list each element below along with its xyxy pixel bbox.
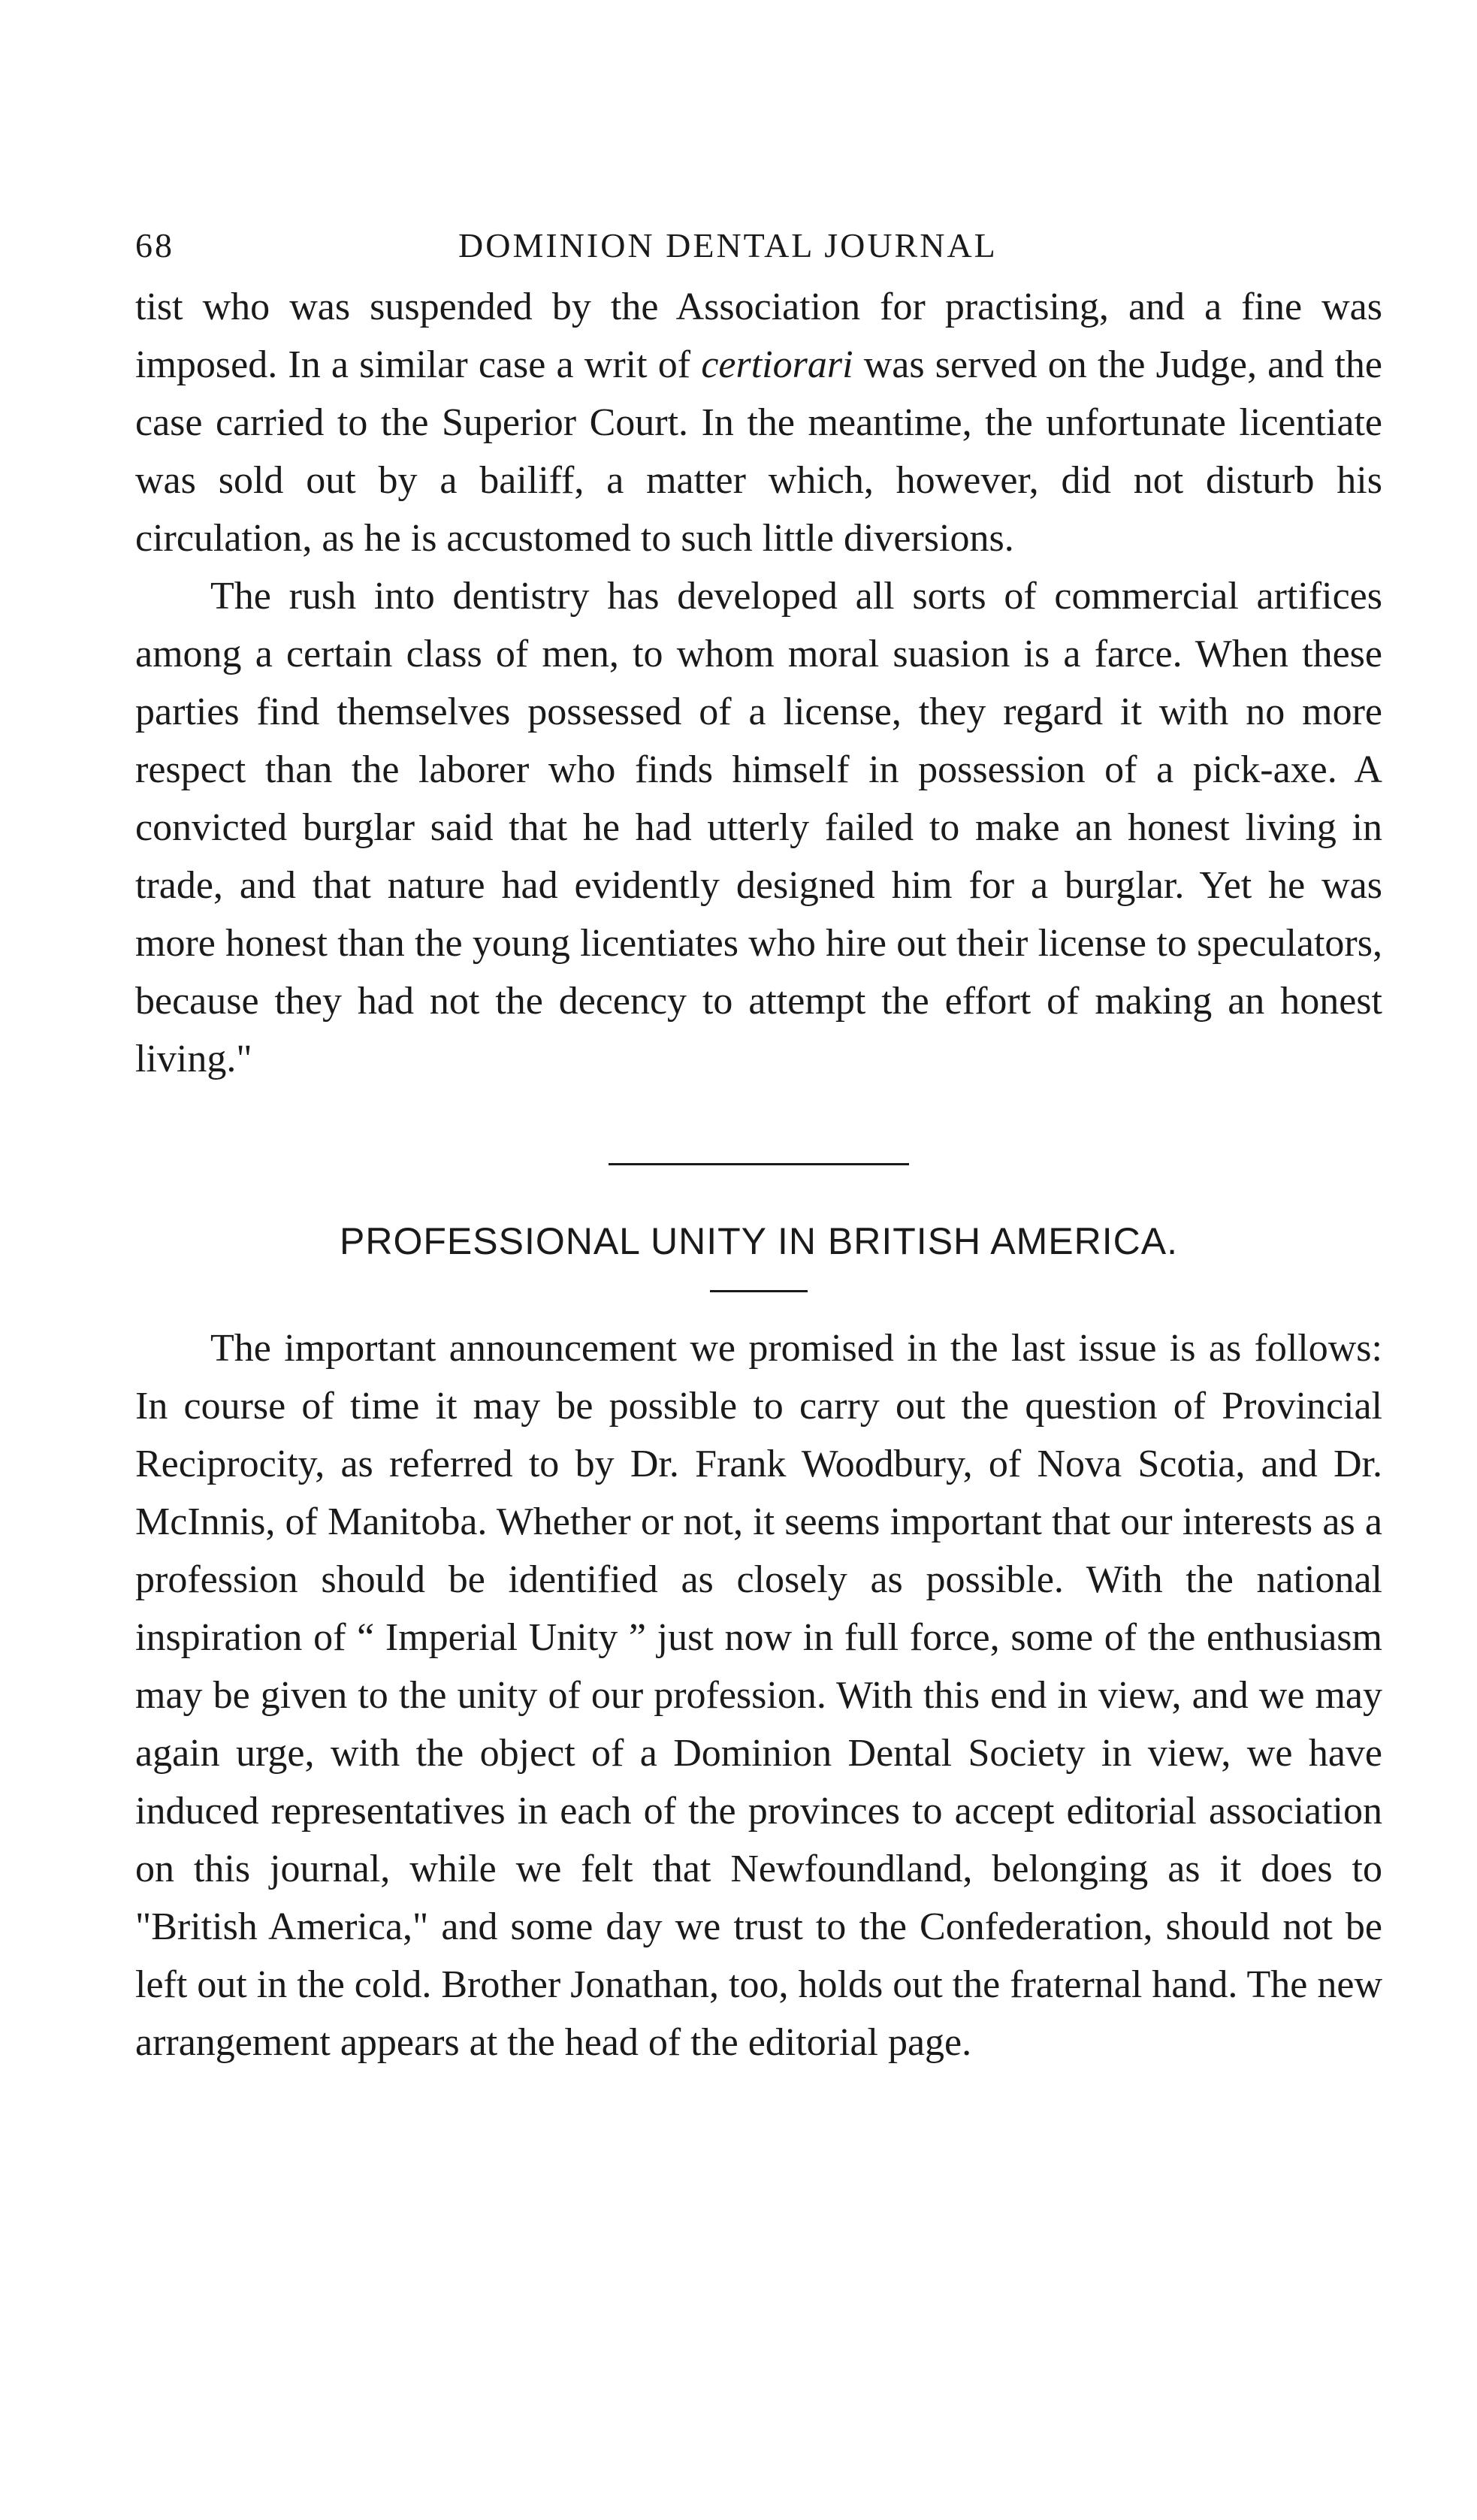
paragraph-text: was served on the Judge, and the case carried to the Superior Court. In the meantime, the unfortunate licentiate was sold out by a bailiff, a matter which, however, did not disturb his circulation, as he is accustomed to such little diversions. (135, 343, 1382, 560)
paragraph-commercial-artifices: The rush into dentistry has developed all sorts of commercial artifices among a certain class of men, to whom moral suasion is a farce. When these parties find themselves possessed of a license, they regard it with no more respect than the laborer who finds himself in possession of a pick-axe. A convicted burglar said that he had utterly failed to make an honest living in trade, and that nature had evidently designed him for a burglar. Yet he was more honest than the young licentiates who hire out their license to speculators, because they had not the decency to attempt the effort of making an honest living." (135, 575, 1382, 1080)
paragraph-continued (135, 278, 1382, 567)
journal-title: DOMINION DENTAL JOURNAL (458, 226, 998, 264)
section-body (135, 1319, 1382, 2071)
heading-underline (710, 1290, 808, 1292)
italic-term: certiorari (701, 343, 853, 386)
section-heading: PROFESSIONAL UNITY IN BRITISH AMERICA. (340, 1220, 1178, 1262)
journal-page (135, 225, 1382, 2071)
paragraph-text: tist who was suspended by the Association for practising, and a fine was imposed. In a similar case a writ of (135, 286, 1382, 386)
running-head (135, 225, 1382, 278)
page-number: 68 (135, 226, 174, 264)
paragraph-announcement: The important announcement we promised in the last issue is as follows: In course of time it may be possible to carry out the question of Provincial Reciprocity, as referred to by Dr. Frank Woodbury, of Nova Scotia, and Dr. McInnis, of Manitoba. Whether or not, it seems important that our interests as a profession should be identified as closely as possible. With the national inspiration of “ Imperial Unity ” just now in full force, some of the enthusiasm may be given to the unity of our profession. With this end in view, and we may again urge, with the object of a Dominion Dental Society in view, we have induced representatives in each of the provinces to accept editorial association on this journal, while we felt that Newfoundland, belonging as it does to "British America," and some day we trust to the Confederation, should not be left out in the cold. Brother Jonathan, too, holds out the fraternal hand. The new arrangement appears at the head of the editorial page. (135, 1327, 1382, 2064)
continued-article (135, 278, 1382, 1088)
section-divider (609, 1163, 909, 1165)
